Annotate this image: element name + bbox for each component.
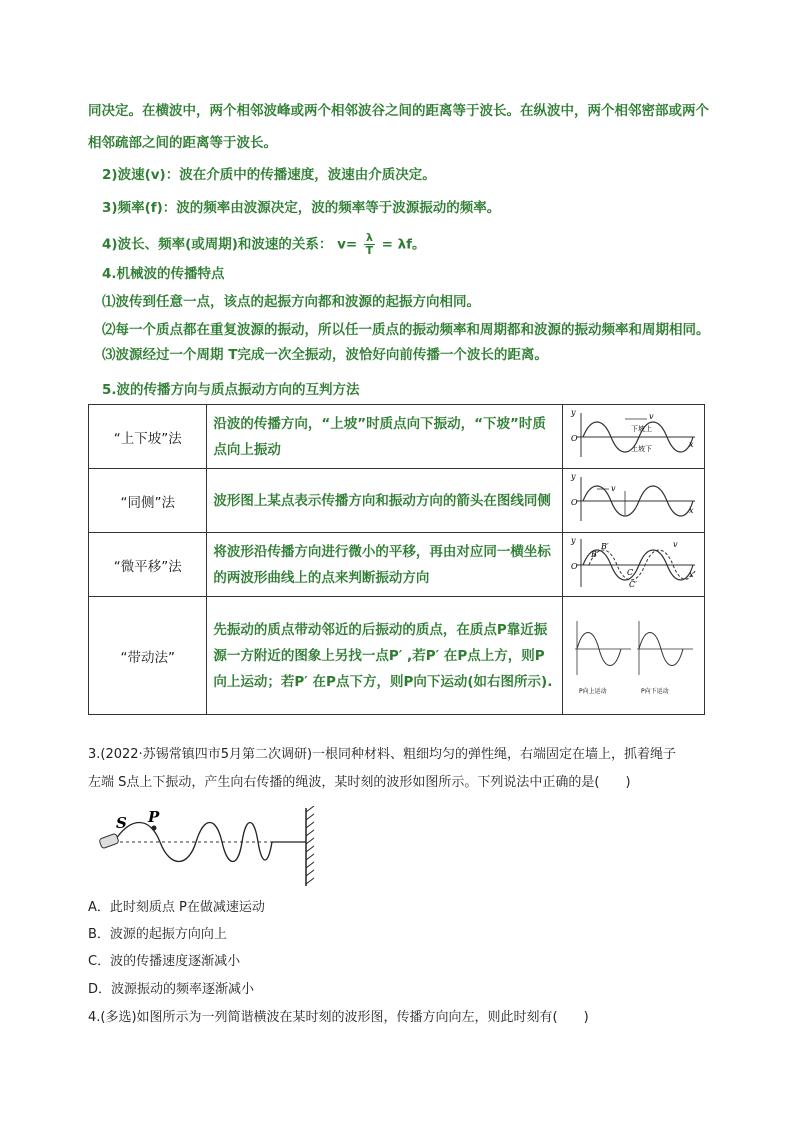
- method-name: “上下坡”法: [89, 405, 207, 469]
- shift-method-diagram: [569, 535, 699, 591]
- methods-table: [88, 404, 705, 715]
- method-figure: [563, 469, 705, 533]
- y-axis-label: y: [570, 407, 576, 417]
- fraction-numerator: λ: [365, 231, 373, 244]
- relation-item: [102, 232, 426, 257]
- q3-option-d[interactable]: D．波源振动的频率逐渐减小: [88, 982, 255, 997]
- caption-up: P向上运动: [578, 687, 607, 695]
- relation-v: v=: [337, 236, 358, 253]
- y-axis-label: y: [570, 535, 576, 545]
- frequency-item: 3)频率(f)：波的频率由波源决定，波的频率等于波源振动的频率。: [102, 200, 501, 216]
- x-axis-label: x: [688, 505, 694, 515]
- source-s-label: S: [116, 814, 127, 832]
- method-description: 波形图上某点表示传播方向和振动方向的箭头在图线同侧: [207, 469, 563, 533]
- caption-down: P向下运动: [640, 687, 669, 695]
- section4-title: 4.机械波的传播特点: [102, 266, 225, 282]
- method-name: “带动法”: [89, 597, 207, 715]
- wave-speed-item: 2)波速(v)：波在介质中的传播速度，波速由介质决定。: [102, 167, 436, 183]
- section5-title: 5.波的传播方向与质点振动方向的互判方法: [102, 382, 360, 398]
- method-name: “微平移”法: [89, 533, 207, 597]
- method-figure: [563, 405, 705, 469]
- method-description: 将波形沿传播方向进行微小的平移，再由对应同一横坐标的两波形曲线上的点来判断振动方向: [207, 533, 563, 597]
- relation-fraction: [364, 232, 375, 257]
- q3-stem-line-1: 3.(2022·苏锡常镇四市5月第二次调研)一根同种材料、粗细均匀的弹性绳，右端固定在墙上，抓着绳子: [88, 747, 677, 762]
- q3-option-b[interactable]: B．波源的起振方向向上: [88, 927, 227, 942]
- point-b-prime-label: B′: [600, 541, 609, 551]
- velocity-label: v: [672, 539, 678, 549]
- method-description: 沿波的传播方向，“上坡”时质点向下振动，“下坡”时质点向上振动: [207, 405, 563, 469]
- point-c-label: C: [626, 567, 633, 577]
- driving-method-diagram: [569, 609, 699, 699]
- q3-option-c[interactable]: C．波的传播速度逐渐减小: [88, 954, 241, 969]
- origin-label: O: [570, 561, 578, 571]
- x-axis-label: x: [688, 439, 694, 449]
- point-p-label: P: [148, 808, 160, 826]
- point-c-prime-label: C′: [628, 579, 637, 589]
- rope-wave-figure: [96, 806, 336, 890]
- section4-point-2: ⑵每一个质点都在重复波源的振动，所以任一质点的振动频率和周期都和波源的振动频率和周期相同。: [102, 322, 710, 338]
- y-axis-label: y: [570, 471, 576, 481]
- point-b-label: B: [590, 549, 597, 559]
- method-figure: [563, 533, 705, 597]
- intro-line-2: 相邻疏部之间的距离等于波长。: [88, 135, 277, 151]
- intro-line-1: 同决定。在横波中，两个相邻波峰或两个相邻波谷之间的距离等于波长。在纵波中，两个相邻密部或两个: [88, 103, 709, 119]
- relation-prefix: 4)波长、频率(或周期)和波速的关系：: [102, 236, 333, 253]
- table-row: [89, 469, 705, 533]
- relation-suffix: = λf。: [381, 236, 426, 253]
- table-row: [89, 405, 705, 469]
- method-name: “同侧”法: [89, 469, 207, 533]
- uphill-label: 上坡下: [630, 444, 652, 453]
- fraction-denominator: T: [365, 244, 374, 257]
- q3-stem-line-2: 左端 S点上下振动，产生向右传播的绳波，某时刻的波形如图所示。下列说法中正确的是( ): [88, 775, 631, 790]
- origin-label: O: [570, 497, 578, 507]
- velocity-label: v: [610, 483, 616, 493]
- table-row: [89, 533, 705, 597]
- method-figure: [563, 597, 705, 715]
- origin-label: O: [570, 433, 578, 443]
- same-side-method-diagram: [569, 471, 699, 527]
- q3-option-a[interactable]: A．此时刻质点 P在做减速运动: [88, 900, 265, 915]
- x-axis-label: x: [688, 569, 694, 579]
- q4-stem: 4.(多选)如图所示为一列简谐横波在某时刻的波形图，传播方向向左，则此时刻有( ): [88, 1010, 589, 1025]
- velocity-label: v: [648, 411, 654, 421]
- method-description: 先振动的质点带动邻近的后振动的质点，在质点P靠近振源一方附近的图象上另找一点P′ ,若P′ 在P点上方，则P向上运动；若P′ 在P点下方，则P向下运动(如右图所示).: [207, 597, 563, 715]
- table-row: [89, 597, 705, 715]
- section4-point-3: ⑶波源经过一个周期 T完成一次全振动，波恰好向前传播一个波长的距离。: [102, 347, 548, 363]
- downhill-label: 下坡上: [630, 424, 652, 433]
- slope-method-diagram: [569, 407, 699, 463]
- section4-point-1: ⑴波传到任意一点，该点的起振方向都和波源的起振方向相同。: [102, 294, 480, 310]
